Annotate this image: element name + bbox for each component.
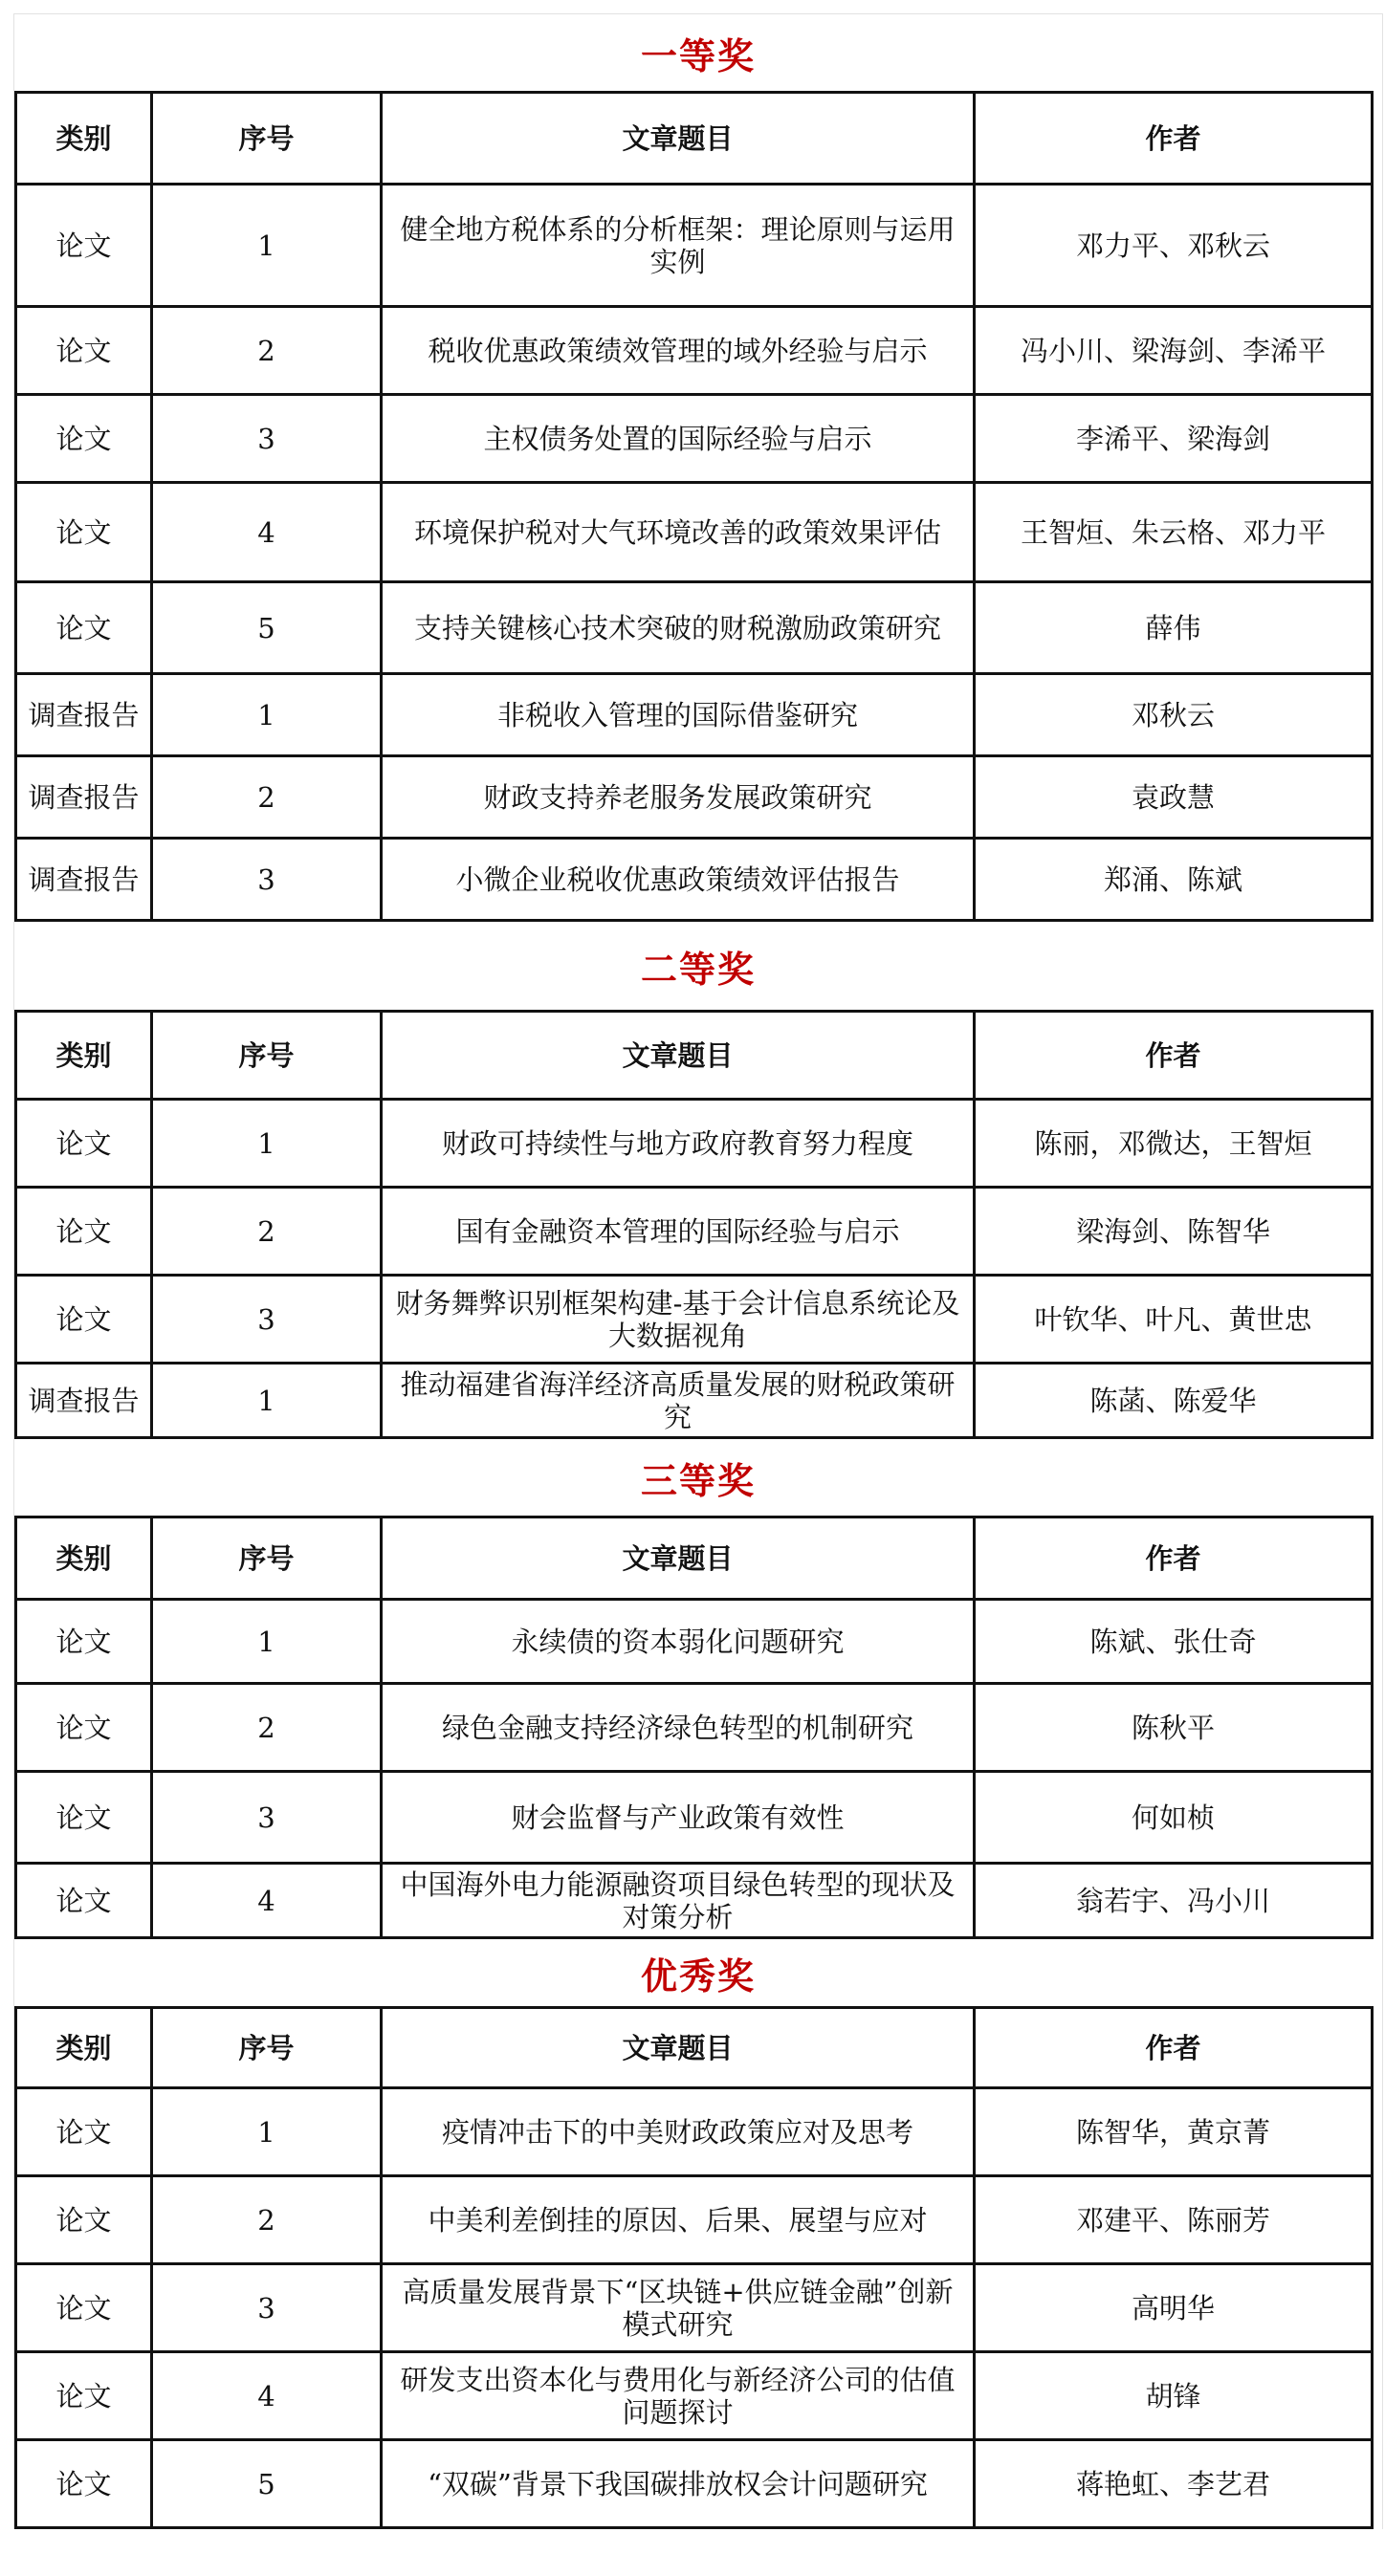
category-cell: 论文	[16, 395, 152, 483]
title-cell: 研发支出资本化与费用化与新经济公司的估值问题探讨	[382, 2352, 975, 2440]
category-cell: 论文	[16, 483, 152, 582]
header-number: 序号	[152, 93, 382, 185]
header-number: 序号	[152, 1517, 382, 1600]
table-header-row	[16, 93, 1373, 185]
table-row	[16, 1864, 1373, 1938]
number-cell: 1	[152, 2088, 382, 2176]
number-cell: 4	[152, 1864, 382, 1938]
title-cell: 推动福建省海洋经济高质量发展的财税政策研究	[382, 1364, 975, 1438]
header-authors: 作者	[975, 2008, 1373, 2088]
authors-cell: 邓秋云	[975, 674, 1373, 756]
category-cell: 论文	[16, 2352, 152, 2440]
authors-cell: 陈丽，邓微达，王智烜	[975, 1100, 1373, 1188]
section-title: 一等奖	[640, 34, 756, 77]
title-cell: 中美利差倒挂的原因、后果、展望与应对	[382, 2176, 975, 2264]
table-row	[16, 1364, 1373, 1438]
table-row	[16, 1684, 1373, 1772]
title-cell: 健全地方税体系的分析框架：理论原则与运用实例	[382, 185, 975, 307]
authors-cell: 邓建平、陈丽芳	[975, 2176, 1373, 2264]
number-cell: 3	[152, 2264, 382, 2352]
title-cell: 国有金融资本管理的国际经验与启示	[382, 1188, 975, 1276]
number-cell: 1	[152, 1600, 382, 1684]
table-row	[16, 307, 1373, 395]
authors-cell: 高明华	[975, 2264, 1373, 2352]
authors-cell: 蒋艳虹、李艺君	[975, 2440, 1373, 2528]
category-cell: 论文	[16, 1864, 152, 1938]
table-header-row	[16, 2008, 1373, 2088]
header-title: 文章题目	[382, 93, 975, 185]
category-cell: 论文	[16, 1772, 152, 1864]
table-row	[16, 483, 1373, 582]
authors-cell: 王智烜、朱云格、邓力平	[975, 483, 1373, 582]
category-cell: 论文	[16, 2264, 152, 2352]
number-cell: 5	[152, 582, 382, 674]
award-table	[14, 1010, 1374, 1439]
authors-cell: 李浠平、梁海剑	[975, 395, 1373, 483]
title-cell: 税收优惠政策绩效管理的域外经验与启示	[382, 307, 975, 395]
number-cell: 2	[152, 2176, 382, 2264]
category-cell: 论文	[16, 2088, 152, 2176]
table-row	[16, 756, 1373, 839]
table-row	[16, 674, 1373, 756]
authors-cell: 薛伟	[975, 582, 1373, 674]
table-row	[16, 395, 1373, 483]
number-cell: 1	[152, 674, 382, 756]
title-cell: 主权债务处置的国际经验与启示	[382, 395, 975, 483]
table-row	[16, 2264, 1373, 2352]
number-cell: 2	[152, 1684, 382, 1772]
table-row	[16, 185, 1373, 307]
title-cell: 财务舞弊识别框架构建-基于会计信息系统论及大数据视角	[382, 1276, 975, 1364]
category-cell: 论文	[16, 185, 152, 307]
number-cell: 4	[152, 483, 382, 582]
number-cell: 4	[152, 2352, 382, 2440]
title-cell: 永续债的资本弱化问题研究	[382, 1600, 975, 1684]
header-title: 文章题目	[382, 1517, 975, 1600]
header-category: 类别	[16, 2008, 152, 2088]
table-row	[16, 2088, 1373, 2176]
title-cell: 环境保护税对大气环境改善的政策效果评估	[382, 483, 975, 582]
number-cell: 3	[152, 1276, 382, 1364]
award-list-page	[13, 13, 1383, 2529]
title-cell: 财会监督与产业政策有效性	[382, 1772, 975, 1864]
category-cell: 论文	[16, 2440, 152, 2528]
table-row	[16, 1188, 1373, 1276]
table-row	[16, 582, 1373, 674]
title-cell: 非税收入管理的国际借鉴研究	[382, 674, 975, 756]
title-cell: 财政可持续性与地方政府教育努力程度	[382, 1100, 975, 1188]
award-table	[14, 2006, 1374, 2529]
number-cell: 2	[152, 307, 382, 395]
authors-cell: 袁政慧	[975, 756, 1373, 839]
title-cell: 小微企业税收优惠政策绩效评估报告	[382, 839, 975, 921]
category-cell: 论文	[16, 307, 152, 395]
authors-cell: 梁海剑、陈智华	[975, 1188, 1373, 1276]
category-cell: 调查报告	[16, 839, 152, 921]
authors-cell: 冯小川、梁海剑、李浠平	[975, 307, 1373, 395]
header-authors: 作者	[975, 1012, 1373, 1100]
authors-cell: 何如桢	[975, 1772, 1373, 1864]
number-cell: 5	[152, 2440, 382, 2528]
number-cell: 2	[152, 756, 382, 839]
category-cell: 论文	[16, 582, 152, 674]
table-row	[16, 2352, 1373, 2440]
number-cell: 1	[152, 185, 382, 307]
category-cell: 论文	[16, 1188, 152, 1276]
number-cell: 1	[152, 1100, 382, 1188]
table-row	[16, 1600, 1373, 1684]
award-table	[14, 1516, 1374, 1939]
category-cell: 调查报告	[16, 1364, 152, 1438]
category-cell: 论文	[16, 1684, 152, 1772]
table-row	[16, 1772, 1373, 1864]
number-cell: 3	[152, 839, 382, 921]
title-cell: “双碳”背景下我国碳排放权会计问题研究	[382, 2440, 975, 2528]
table-row	[16, 1276, 1373, 1364]
number-cell: 3	[152, 395, 382, 483]
table-header-row	[16, 1012, 1373, 1100]
section-title: 二等奖	[640, 948, 756, 991]
title-cell: 财政支持养老服务发展政策研究	[382, 756, 975, 839]
header-number: 序号	[152, 1012, 382, 1100]
table-header-row	[16, 1517, 1373, 1600]
title-cell: 疫情冲击下的中美财政政策应对及思考	[382, 2088, 975, 2176]
table-row	[16, 2176, 1373, 2264]
category-cell: 调查报告	[16, 674, 152, 756]
number-cell: 2	[152, 1188, 382, 1276]
title-cell: 支持关键核心技术突破的财税激励政策研究	[382, 582, 975, 674]
header-category: 类别	[16, 1012, 152, 1100]
header-authors: 作者	[975, 1517, 1373, 1600]
table-row	[16, 1100, 1373, 1188]
title-cell: 绿色金融支持经济绿色转型的机制研究	[382, 1684, 975, 1772]
authors-cell: 陈秋平	[975, 1684, 1373, 1772]
category-cell: 论文	[16, 1600, 152, 1684]
authors-cell: 陈斌、张仕奇	[975, 1600, 1373, 1684]
table-row	[16, 839, 1373, 921]
title-cell: 中国海外电力能源融资项目绿色转型的现状及对策分析	[382, 1864, 975, 1938]
table-row	[16, 2440, 1373, 2528]
authors-cell: 陈菡、陈爱华	[975, 1364, 1373, 1438]
header-title: 文章题目	[382, 2008, 975, 2088]
header-authors: 作者	[975, 93, 1373, 185]
authors-cell: 邓力平、邓秋云	[975, 185, 1373, 307]
authors-cell: 胡锋	[975, 2352, 1373, 2440]
category-cell: 调查报告	[16, 756, 152, 839]
authors-cell: 叶钦华、叶凡、黄世忠	[975, 1276, 1373, 1364]
number-cell: 1	[152, 1364, 382, 1438]
authors-cell: 郑涌、陈斌	[975, 839, 1373, 921]
authors-cell: 陈智华，黄京菁	[975, 2088, 1373, 2176]
section-title: 优秀奖	[640, 1954, 756, 1997]
authors-cell: 翁若宇、冯小川	[975, 1864, 1373, 1938]
header-category: 类别	[16, 93, 152, 185]
section-title: 三等奖	[640, 1459, 756, 1502]
header-title: 文章题目	[382, 1012, 975, 1100]
category-cell: 论文	[16, 2176, 152, 2264]
category-cell: 论文	[16, 1100, 152, 1188]
header-number: 序号	[152, 2008, 382, 2088]
award-table	[14, 91, 1374, 922]
category-cell: 论文	[16, 1276, 152, 1364]
header-category: 类别	[16, 1517, 152, 1600]
number-cell: 3	[152, 1772, 382, 1864]
title-cell: 高质量发展背景下“区块链+供应链金融”创新模式研究	[382, 2264, 975, 2352]
